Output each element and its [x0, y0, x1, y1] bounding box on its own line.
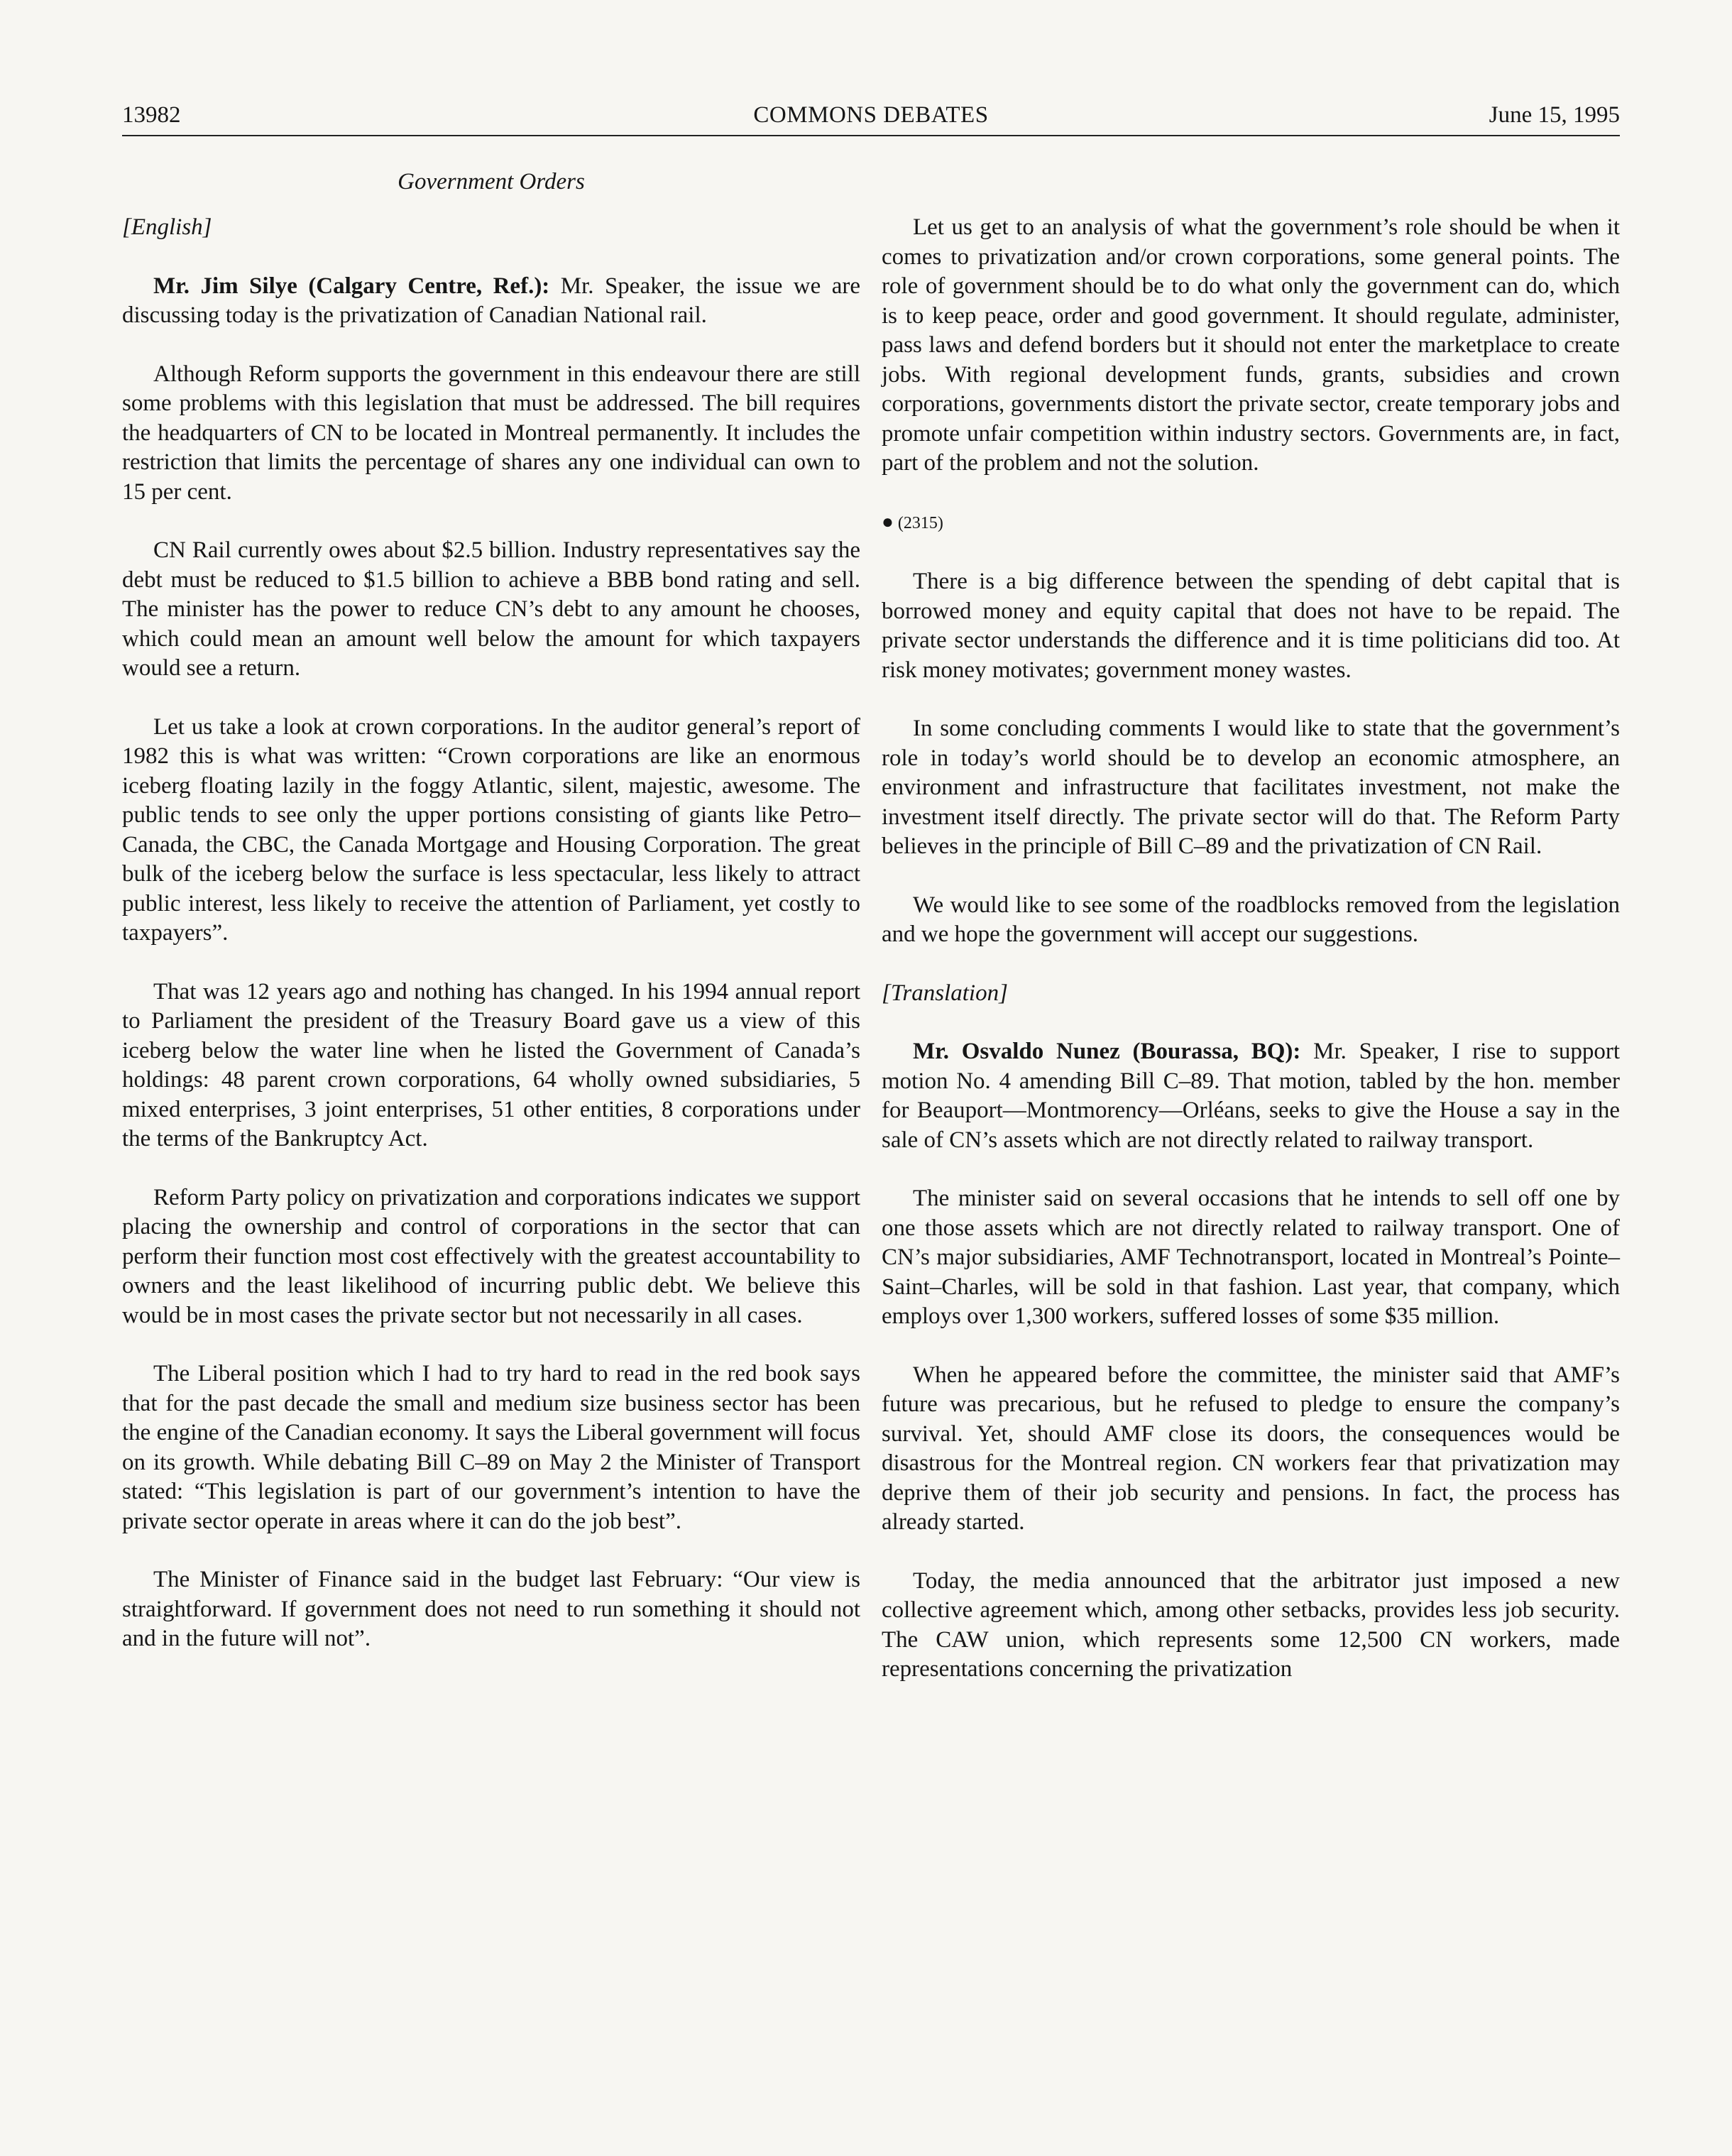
paragraph: We would like to see some of the roadblocks removed from the legislation and we hope the government will accept our suggestions. [882, 892, 1620, 947]
bullet-icon: ● [882, 510, 894, 533]
page-number: 13982 [122, 102, 181, 128]
paragraph: Let us take a look at crown corporations. In the auditor general’s report of 1982 this is what was written: “Crown corporations are like an enormous iceberg floating lazily in the foggy Atlantic, silent, majestic, awesome. The public tends to see only the upper portions consisting of giants like Petro–Canada, the CBC, the Canada Mortgage and Housing Corporation. The great bulk of the iceberg below the surface is less spectacular, less likely to attract public interest, less likely to receive the attention of Parliament, yet costly to taxpayers”. [122, 713, 860, 946]
speech-text: Mr. Speaker, the issue we are discussing today is the privatization of Canadian National rail. [122, 273, 860, 328]
time-marker-text: (2315) [897, 513, 943, 532]
paragraph: The Liberal position which I had to try hard to read in the red book says that for the past decade the small and medium size business sector has been the engine of the Canadian economy. It says the Liberal government will focus on its growth. While debating Bill C–89 on May 2 the Minister of Transport stated: “This legislation is part of our government’s intention to have the private sector operate in areas where it can do the job best”. [122, 1361, 860, 1534]
paragraph: Although Reform supports the government in this endeavour there are still some problems with this legislation that must be addressed. The bill requires the headquarters of CN to be located in Montreal permanently. It includes the restriction that limits the percentage of shares any one individual can own to 15 per cent. [122, 361, 860, 505]
paragraph [122, 272, 860, 331]
paragraph: Today, the media announced that the arbitrator just imposed a new collective agreement which, among other setbacks, provides less job security. The CAW union, which represents some 12,500 CN workers, made representations concerning the privatization [882, 1567, 1620, 1682]
section-title: Government Orders [398, 169, 585, 195]
right-column [882, 213, 1620, 1714]
publication-title: COMMONS DEBATES [753, 102, 989, 128]
language-tag-english: [English] [122, 214, 212, 240]
publication-date: June 15, 1995 [1489, 102, 1620, 128]
left-column [122, 213, 860, 1683]
time-marker [882, 508, 1620, 539]
speaker-name: Mr. Jim Silye (Calgary Centre, Ref.): [153, 273, 550, 299]
paragraph: The Minister of Finance said in the budget last February: “Our view is straightforward. If government does not need to run something it should not and in the future will not”. [122, 1567, 860, 1651]
paragraph: When he appeared before the committee, the minister said that AMF’s future was precarious, but he refused to pledge to ensure the company’s survival. Yet, should AMF close its doors, the consequences would be disastrous for the Montreal region. CN workers fear that privatization may deprive them of their job security and pensions. In fact, the process has already started. [882, 1362, 1620, 1535]
running-header [122, 95, 1620, 136]
speech-text: Mr. Speaker, I rise to support motion No. 4 amending Bill C–89. That motion, tabled by the hon. member for Beauport—Montmorency—Orléans, seeks to give the House a say in the sale of CN’s assets which are not directly related to railway transport. [882, 1039, 1620, 1153]
paragraph: There is a big difference between the spending of debt capital that is borrowed money and equity capital that does not have to be repaid. The private sector understands the difference and it is time politicians did too. At risk money motivates; government money wastes. [882, 569, 1620, 683]
paragraph: The minister said on several occasions that he intends to sell off one by one those assets which are not directly related to railway transport. One of CN’s major subsidiaries, AMF Technotransport, located in Montreal’s Pointe–Saint–Charles, will be sold in that fashion. Last year, that company, which employs over 1,300 workers, suffered losses of some $35 million. [882, 1186, 1620, 1329]
paragraph: Reform Party policy on privatization and corporations indicates we support placing the ownership and control of corporations in the sector that can perform their function most cost effectively with the greatest accountability to owners and the least likelihood of incurring public debt. We believe this would be in most cases the private sector but not necessarily in all cases. [122, 1184, 860, 1328]
language-tag-translation: [Translation] [882, 980, 1008, 1006]
paragraph: Let us get to an analysis of what the government’s role should be when it comes to privatization and/or crown corporations, some general points. The role of government should be to do what only the government can do, which is to keep peace, order and good government. It should regulate, administer, pass laws and defend borders but it should not enter the marketplace to create jobs. With regional development funds, grants, subsidies and crown corporations, governments distort the private sector, create temporary jobs and promote unfair competition within industry sectors. Governments are, in fact, part of the problem and not the solution. [882, 214, 1620, 476]
paragraph: CN Rail currently owes about $2.5 billion. Industry representatives say the debt must be reduced to $1.5 billion to achieve a BBB bond rating and sell. The minister has the power to reduce CN’s debt to any amount he chooses, which could mean an amount well below the amount for which taxpayers would see a return. [122, 537, 860, 681]
paragraph: In some concluding comments I would like to state that the government’s role in today’s world should be to develop an economic atmosphere, an environment and infrastructure that facilitates investment, not make the investment itself directly. The private sector will do that. The Reform Party believes in the principle of Bill C–89 and the privatization of CN Rail. [882, 716, 1620, 859]
paragraph: That was 12 years ago and nothing has changed. In his 1994 annual report to Parliament the president of the Treasury Board gave us a view of this iceberg below the water line when he listed the Government of Canada’s holdings: 48 parent crown corporations, 64 wholly owned subsidiaries, 5 mixed enterprises, 3 joint enterprises, 51 other entities, 8 corporations under the terms of the Bankruptcy Act. [122, 978, 860, 1151]
paragraph [882, 1037, 1620, 1155]
speaker-name: Mr. Osvaldo Nunez (Bourassa, BQ): [913, 1039, 1301, 1064]
